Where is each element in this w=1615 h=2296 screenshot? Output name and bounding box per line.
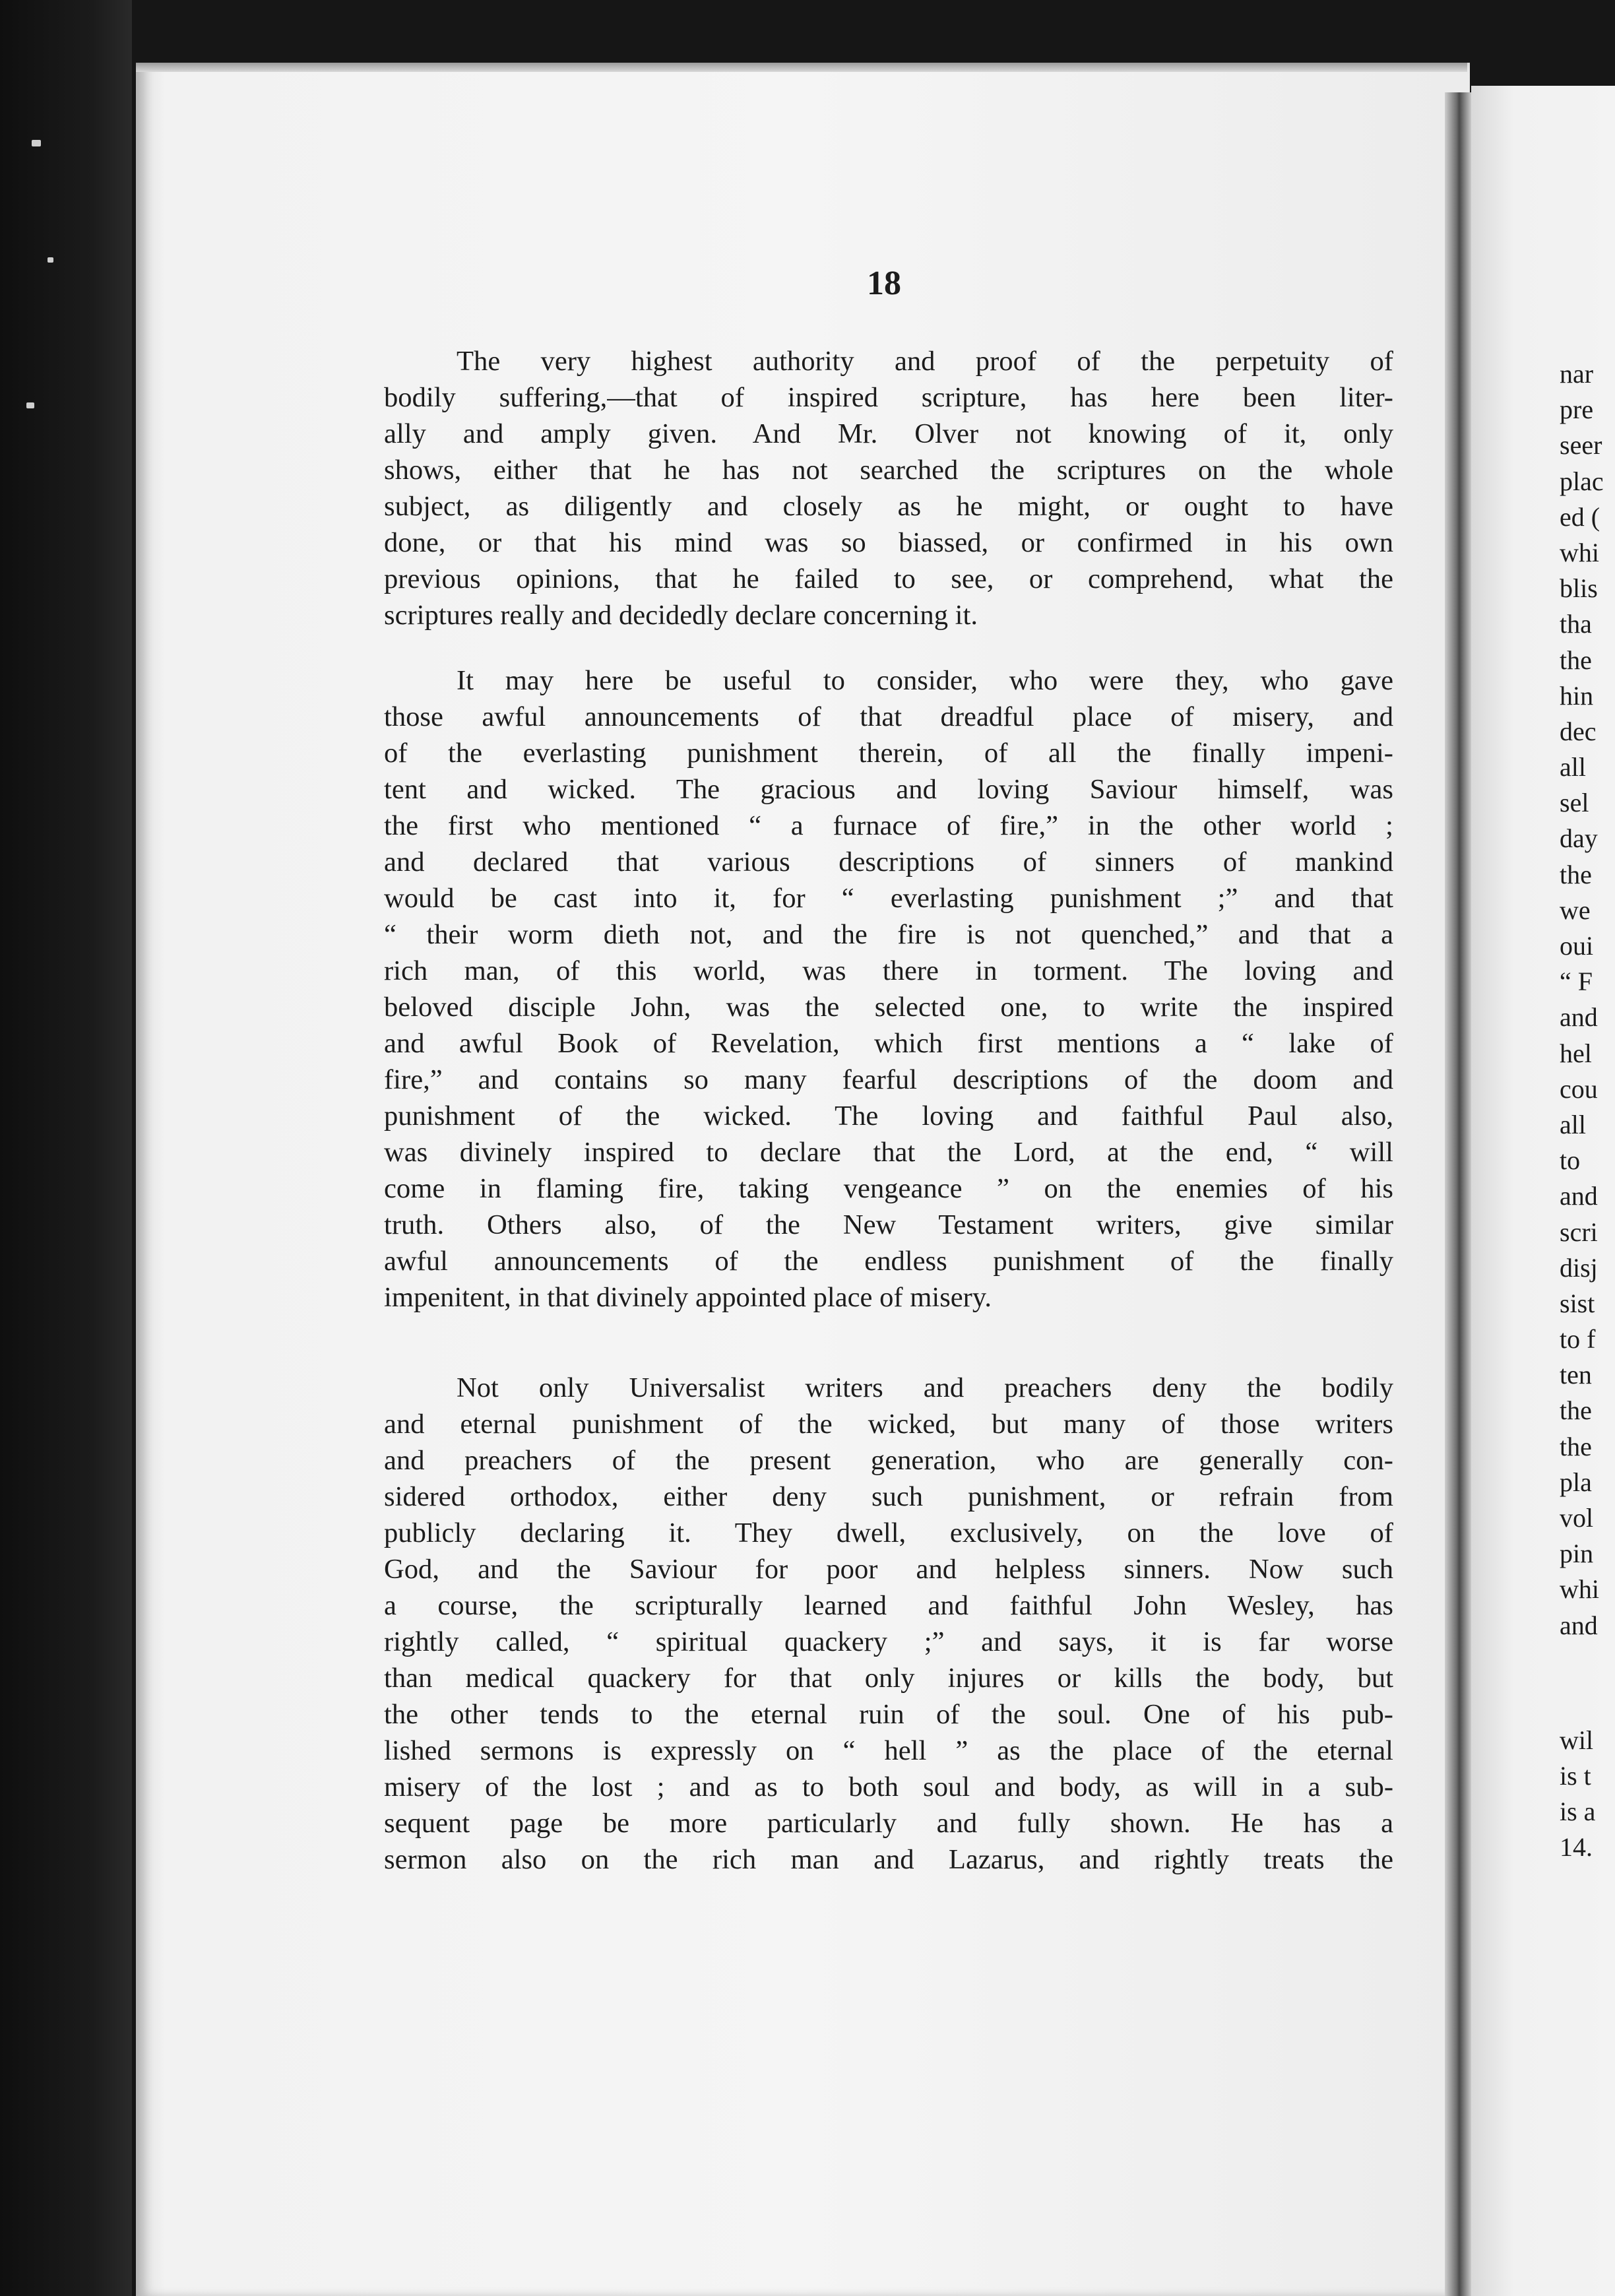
facing-page-fragment: plac	[1560, 466, 1604, 496]
text-line: shows, either that he has not searched the scriptures on the whole	[384, 455, 1393, 486]
text-line: It may here be useful to consider, who were they, who gave	[457, 665, 1393, 696]
text-line: and awful Book of Revelation, which first mentions a “ lake of	[384, 1028, 1393, 1059]
scan-speck	[26, 402, 34, 408]
facing-page-fragment: disj	[1560, 1252, 1598, 1283]
text-line: fire,” and contains so many fearful descriptions of the doom and	[384, 1064, 1393, 1095]
facing-page-fragment: the	[1560, 1431, 1592, 1461]
page-number: 18	[867, 265, 901, 302]
facing-page-fragment: “ F	[1560, 967, 1593, 997]
facing-page-fragment: the	[1560, 1395, 1592, 1426]
paragraph	[384, 343, 1393, 633]
text-line: impenitent, in that divinely appointed place of misery.	[384, 1282, 992, 1313]
facing-page-fragment: is a	[1560, 1797, 1596, 1827]
facing-page-fragment: we	[1560, 895, 1591, 925]
text-line: sidered orthodox, either deny such punishment, or refrain from	[384, 1481, 1393, 1512]
facing-page-fragment: blis	[1560, 573, 1598, 604]
text-line: and eternal punishment of the wicked, but many of those writers	[384, 1409, 1393, 1440]
paragraph	[384, 662, 1393, 1316]
facing-page-fragment: seer	[1560, 430, 1602, 461]
facing-page-fragment: wil	[1560, 1725, 1594, 1755]
text-line: misery of the lost ; and as to both soul and body, as will in a sub-	[384, 1771, 1393, 1802]
facing-page-fragment: 14.	[1560, 1832, 1593, 1863]
text-line: of the everlasting punishment therein, of all the finally impeni-	[384, 738, 1393, 769]
page-body	[384, 343, 1393, 1878]
facing-page-fragment: hin	[1560, 680, 1594, 711]
facing-page-fragment: cou	[1560, 1073, 1598, 1104]
text-line: truth. Others also, of the New Testament writers, give similar	[384, 1209, 1393, 1240]
text-line: lished sermons is expressly on “ hell ” as the place of the eternal	[384, 1735, 1393, 1766]
text-line: than medical quackery for that only injures or kills the body, but	[384, 1663, 1393, 1694]
text-line: rich man, of this world, was there in torment. The loving and	[384, 955, 1393, 986]
text-line: God, and the Saviour for poor and helpless sinners. Now such	[384, 1554, 1393, 1585]
scan-left-border	[0, 0, 132, 2296]
facing-page-fragment: tha	[1560, 609, 1592, 639]
text-line: ally and amply given. And Mr. Olver not knowing of it, only	[384, 418, 1393, 449]
book-gutter	[1445, 92, 1471, 2296]
text-line: and preachers of the present generation, who are generally con-	[384, 1445, 1393, 1476]
facing-page-fragment: whi	[1560, 1574, 1599, 1605]
text-line: The very highest authority and proof of the perpetuity of	[457, 346, 1393, 377]
facing-page-fragment: scri	[1560, 1217, 1598, 1247]
text-line: would be cast into it, for “ everlasting punishment ;” and that	[384, 883, 1393, 914]
facing-page-fragment: sel	[1560, 788, 1589, 818]
facing-page-fragment: hel	[1560, 1038, 1592, 1068]
text-line: publicly declaring it. They dwell, exclusively, on the love of	[384, 1517, 1393, 1548]
facing-page-fragment: pla	[1560, 1467, 1592, 1497]
facing-page-text	[1560, 356, 1615, 1866]
text-line: sequent page be more particularly and fully shown. He has a	[384, 1808, 1393, 1839]
text-line: sermon also on the rich man and Lazarus, and rightly treats the	[384, 1844, 1393, 1875]
text-line: previous opinions, that he failed to see, or comprehend, what the	[384, 563, 1393, 594]
text-line: come in flaming fire, taking vengeance ” on the enemies of his	[384, 1173, 1393, 1204]
facing-page-fragment: nar	[1560, 359, 1594, 389]
facing-page-fragment: dec	[1560, 716, 1597, 746]
facing-page-fragment: the	[1560, 859, 1592, 889]
facing-page-fragment: whi	[1560, 537, 1599, 567]
page-top-edge	[136, 63, 1467, 72]
text-line: tent and wicked. The gracious and loving Saviour himself, was	[384, 774, 1393, 805]
text-line: rightly called, “ spiritual quackery ;” and says, it is far worse	[384, 1626, 1393, 1657]
text-line: bodily suffering,—that of inspired scripture, has here been liter-	[384, 382, 1393, 413]
facing-page-fragment: to	[1560, 1145, 1581, 1176]
facing-page-fragment: pre	[1560, 395, 1594, 425]
facing-page-fragment: and	[1560, 1181, 1598, 1211]
text-line: Not only Universalist writers and preachers deny the bodily	[457, 1372, 1393, 1403]
text-line: awful announcements of the endless punishment of the finally	[384, 1246, 1393, 1277]
facing-page-fragment: oui	[1560, 931, 1594, 961]
paragraph	[384, 1370, 1393, 1878]
text-line: beloved disciple John, was the selected one, to write the inspired	[384, 992, 1393, 1023]
text-line: a course, the scripturally learned and faithful John Wesley, has	[384, 1590, 1393, 1621]
facing-page-fragment: is t	[1560, 1760, 1591, 1791]
text-line: the first who mentioned “ a furnace of fire,” in the other world ;	[384, 810, 1393, 841]
text-line: done, or that his mind was so biassed, or confirmed in his own	[384, 527, 1393, 558]
facing-page-fragment: and	[1560, 1002, 1598, 1033]
facing-page-fragment: to f	[1560, 1324, 1596, 1355]
facing-page-fragment: all	[1560, 752, 1586, 782]
text-line: punishment of the wicked. The loving and faithful Paul also,	[384, 1100, 1393, 1132]
text-line: scriptures really and decidedly declare concerning it.	[384, 600, 978, 631]
facing-page-fragment: and	[1560, 1610, 1598, 1640]
scan-speck	[32, 140, 41, 146]
text-line: subject, as diligently and closely as he might, or ought to have	[384, 491, 1393, 522]
text-line: “ their worm dieth not, and the fire is not quenched,” and that a	[384, 919, 1393, 950]
facing-page-fragment: the	[1560, 645, 1592, 675]
text-line: and declared that various descriptions of sinners of mankind	[384, 846, 1393, 877]
facing-page-fragment: all	[1560, 1109, 1586, 1139]
scan-speck	[48, 257, 53, 263]
facing-page-fragment: day	[1560, 823, 1598, 854]
facing-page-fragment: ed (	[1560, 501, 1600, 532]
facing-page-fragment: sist	[1560, 1288, 1595, 1318]
facing-page-fragment: pin	[1560, 1539, 1594, 1569]
text-line: was divinely inspired to declare that the Lord, at the end, “ will	[384, 1137, 1393, 1168]
text-line: the other tends to the eternal ruin of the soul. One of his pub-	[384, 1699, 1393, 1730]
text-line: those awful announcements of that dreadful place of misery, and	[384, 701, 1393, 732]
facing-page-fragment: vol	[1560, 1503, 1594, 1533]
facing-page-fragment: ten	[1560, 1360, 1592, 1390]
